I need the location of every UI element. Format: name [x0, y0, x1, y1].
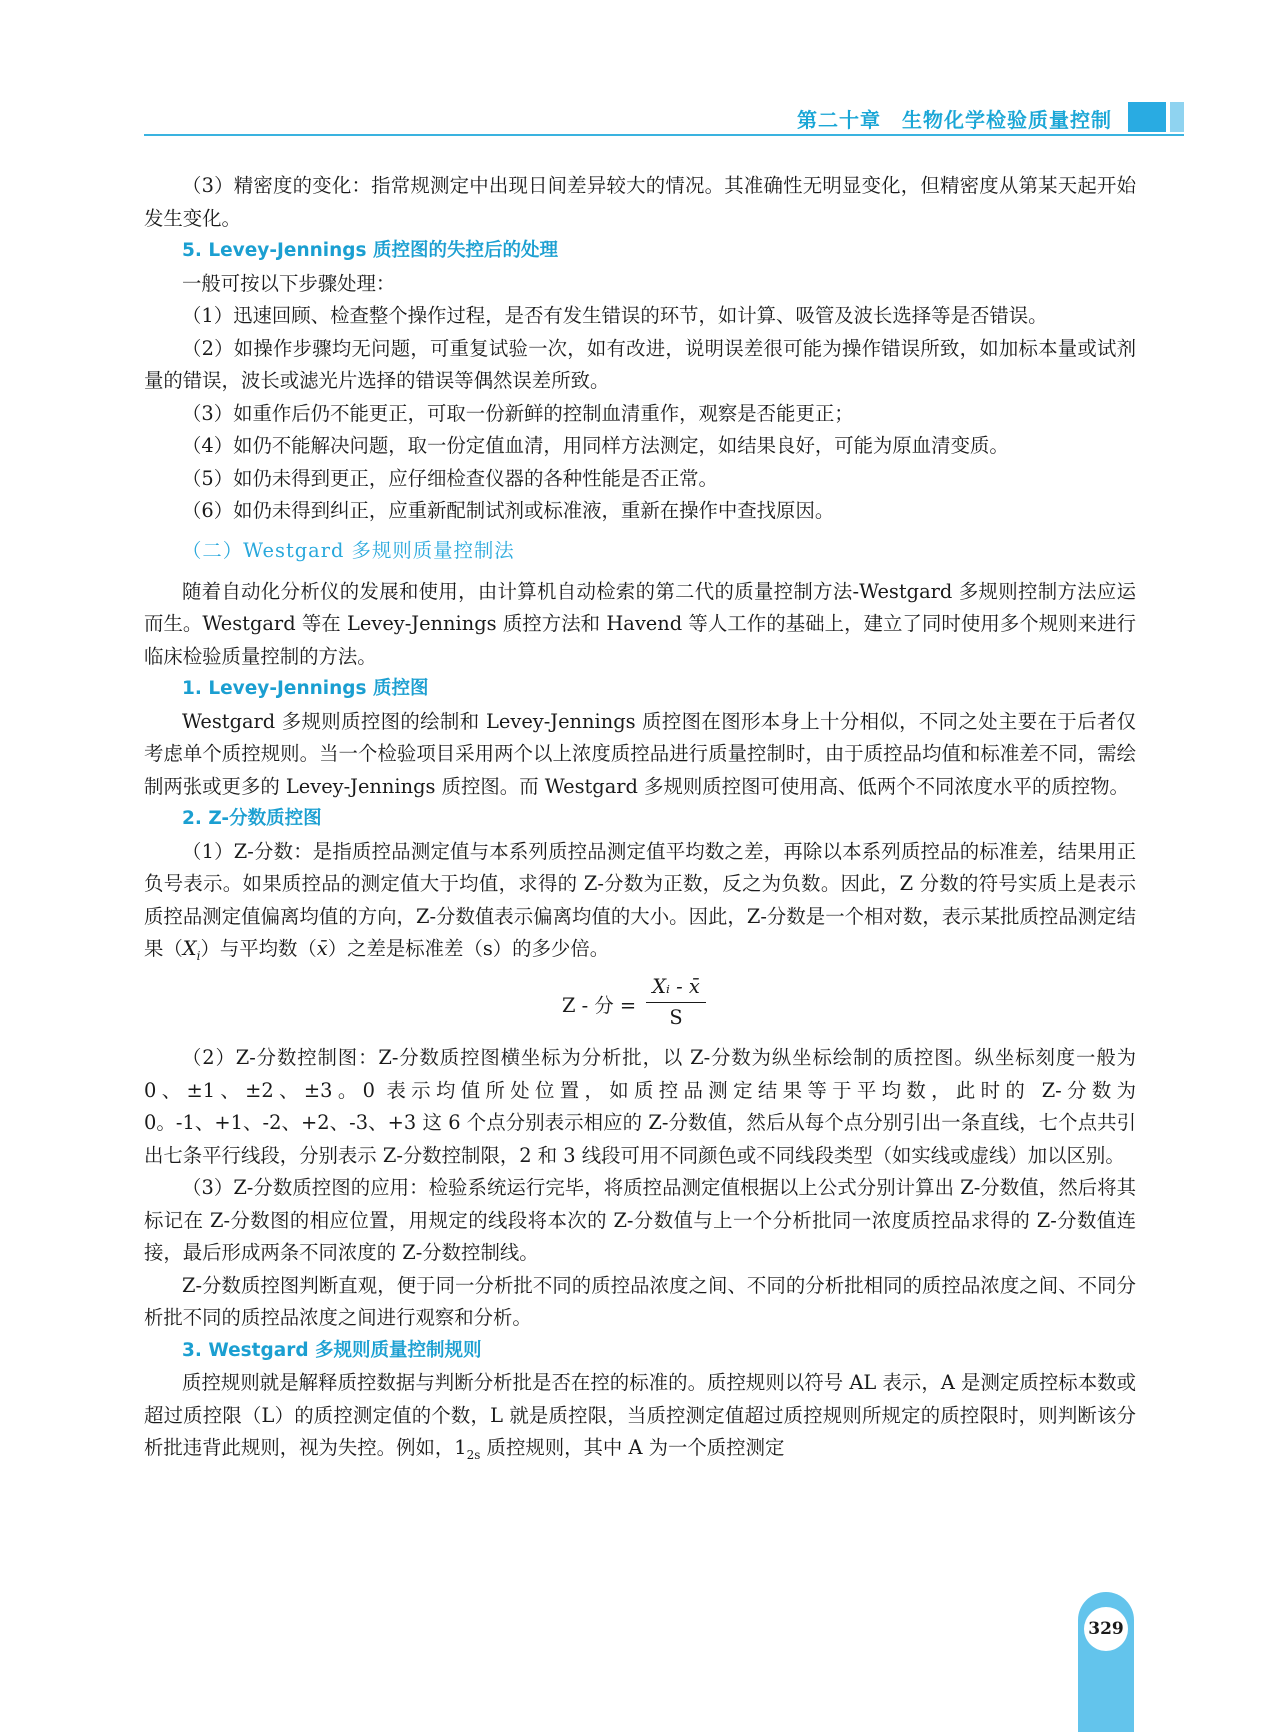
paragraph: Westgard 多规则质控图的绘制和 Levey-Jennings 质控图在图形本身上十分相似，不同之处主要在于后者仅考虑单个质控规则。当一个检验项目采用两个以上浓度质控品进行质量控制时，由于质控品均值和标准差不同，需绘制两张或更多的 Levey-Jennings 质控图。而 Westgard 多规则质控图可使用高、低两个不同浓度水平的质控物。	[144, 709, 1136, 798]
subsection-heading: （二）Westgard 多规则质量控制法	[182, 538, 515, 562]
formula-numerator: Xᵢ - x̄	[646, 972, 706, 1003]
section-heading: 3. Westgard 多规则质量控制规则	[182, 1339, 482, 1361]
page-body	[144, 170, 1136, 1472]
formula-denominator: S	[669, 1006, 683, 1030]
section-heading: 1. Levey-Jennings 质控图	[182, 678, 429, 699]
paragraph: （1）Z-分数：是指质控品测定值与本系列质控品测定值平均数之差，再除以本系列质控品的标准差，结果用正负号表示。如果质控品的测定值大于均值，求得的 Z-分数为正数，反之为负数。因此，Z 分数的符号实质上是表示质控品测定值偏离均值的方向，Z-分数值表示偏离均值的大小。因此，Z-分数是一个相对数，表示某批质控品测定结果$(X_i)$与平均数（x̄）之差是标准差（s）的多少倍。	[144, 839, 1136, 963]
paragraph: （3）精密度的变化：指常规测定中出现日间差异较大的情况。其准确性无明显变化，但精密度从第某天起开始发生变化。	[144, 174, 1136, 230]
section-heading: 5. Levey-Jennings 质控图的失控后的处理	[182, 240, 558, 261]
paragraph: 质控规则就是解释质控数据与判断分析批是否在控的标准的。质控规则以符号 AL 表示，A 是测定质控标本数或超过质控限（L）的质控测定值的个数，L 就是质控限，当质控测定值超过质控规则所规定的质控限时，则判断该分析批违背此规则，视为失控。例如，$1_{2s}$ 质控规则，其中 A 为一个质控测定	[144, 1371, 1136, 1463]
step-item: （2）如操作步骤均无问题，可重复试验一次，如有改进，说明误差很可能为操作错误所致，如加标本量或试剂量的错误，波长或滤光片选择的错误等偶然误差所致。	[144, 336, 1136, 392]
header-decor-block-light	[1170, 102, 1184, 132]
header-rule	[144, 134, 1184, 136]
z-score-formula	[144, 972, 1136, 1042]
chapter-title: 第二十章 生物化学检验质量控制	[797, 108, 1112, 132]
page-number: 329	[1084, 1607, 1128, 1651]
paragraph: 随着自动化分析仪的发展和使用，由计算机自动检索的第二代的质量控制方法-Westgard 多规则控制方法应运而生。Westgard 等在 Levey-Jennings 质控方法和 Havend 等人工作的基础上，建立了同时使用多个规则来进行临床检验质量控制的方法。	[144, 579, 1136, 668]
formula-fraction	[646, 972, 706, 1033]
paragraph: （3）Z-分数质控图的应用：检验系统运行完毕，将质控品测定值根据以上公式分别计算出 Z-分数值，然后将其标记在 Z-分数图的相应位置，用规定的线段将本次的 Z-分数值与上一个分析批同一浓度质控品求得的 Z-分数值连接，最后形成两条不同浓度的 Z-分数控制线。	[144, 1176, 1136, 1265]
step-item: （4）如仍不能解决问题，取一份定值血清，用同样方法测定，如结果良好，可能为原血清变质。	[182, 434, 1009, 457]
section-heading: 2. Z-分数质控图	[182, 808, 322, 829]
step-item: （1）迅速回顾、检查整个操作过程，是否有发生错误的环节，如计算、吸管及波长选择等是否错误。	[182, 304, 1048, 327]
step-item: （3）如重作后仍不能更正，可取一份新鲜的控制血清重作，观察是否能更正；	[182, 401, 854, 425]
step-item: （5）如仍未得到更正，应仔细检查仪器的各种性能是否正常。	[182, 466, 718, 490]
step-item: （6）如仍未得到纠正，应重新配制试剂或标准液，重新在操作中查找原因。	[182, 499, 835, 522]
paragraph: （2）Z-分数控制图：Z-分数质控图横坐标为分析批，以 Z-分数为纵坐标绘制的质控图。纵坐标刻度一般为 0、±1、±2、±3。0 表示均值所处位置，如质控品测定结果等于平均数，此时的 Z-分数为 0。-1、+1、-2、+2、-3、+3 这 6 个点分别表示相应的 Z-分数值，然后从每个点分别引出一条直线，七个点共引出七条平行线段，分别表示 Z-分数控制限，2 和 3 线段可用不同颜色或不同线段类型（如实线或虚线）加以区别。	[144, 1046, 1136, 1167]
formula-lhs: Z - 分 =	[562, 994, 637, 1018]
header-decor-block	[1128, 102, 1166, 132]
paragraph: 一般可按以下步骤处理：	[182, 271, 396, 295]
paragraph: Z-分数质控图判断直观，便于同一分析批不同的质控品浓度之间、不同的分析批相同的质控品浓度之间、不同分析批不同的质控品浓度之间进行观察和分析。	[144, 1273, 1136, 1330]
running-header	[144, 100, 1184, 136]
